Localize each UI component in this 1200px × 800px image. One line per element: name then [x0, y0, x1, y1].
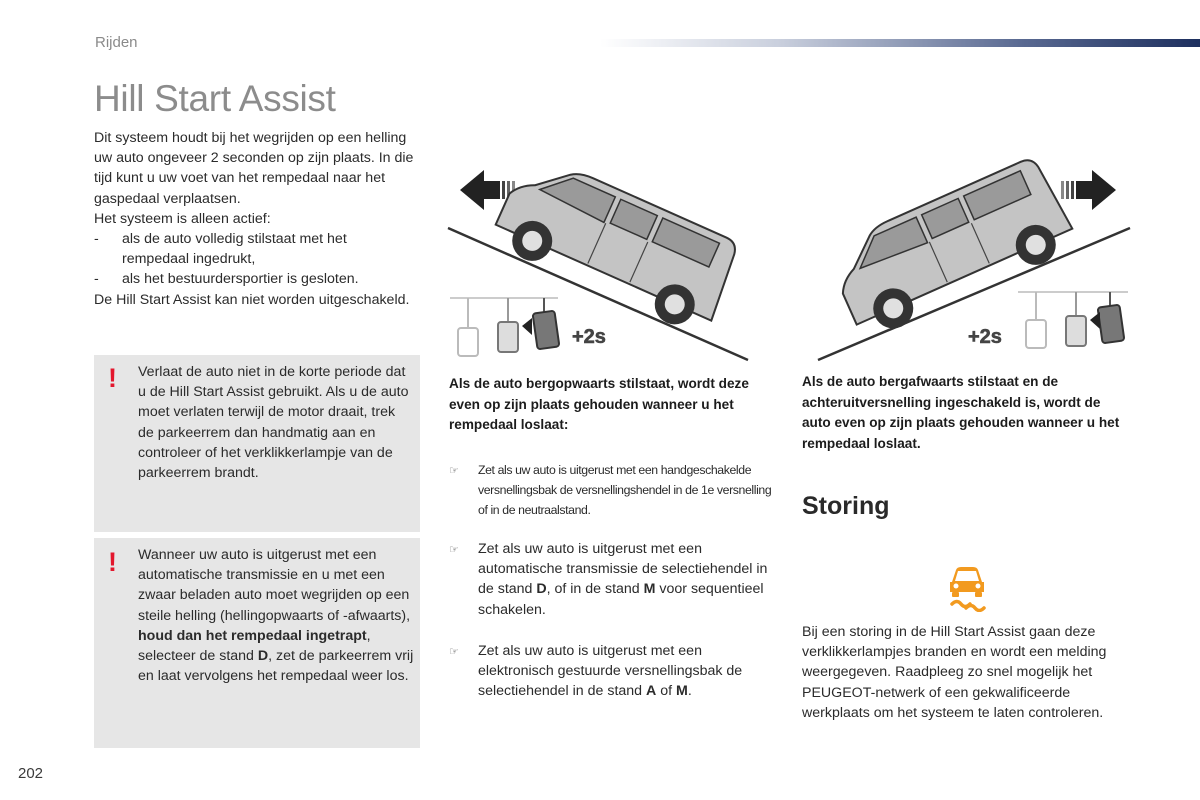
pedals-icon [450, 298, 559, 356]
warning-text: Wanneer uw auto is uitgerust met een automatische transmissie en u met een zwaar beladen auto moet wegrijden op een steile helling (hellingopwaarts of -afwaarts), houd dan het rempedaal ingetrapt, selecteer de stand D, zet de parkeerrem vrij en laat vervolgens het rempedaal weer los. [138, 547, 414, 685]
dash-marker: - [94, 271, 99, 288]
pedals-icon [1018, 292, 1128, 348]
storing-text: Bij een storing in de Hill Start Assist gaan deze verklikkerlampjes branden en wordt een melding weergegeven. Raadpleeg zo snel mogelijk het PEUGEOT-netwerk of een gekwalificeerde werkplaats om het systeem te laten controleren. [802, 624, 1107, 721]
note-electronic [449, 641, 779, 702]
warning-icon: ! [108, 363, 117, 393]
skid-warning-lamp-icon [944, 562, 990, 612]
downhill-caption: Als de auto bergafwaarts stilstaat en de achteruitversnelling ingeschakeld is, wordt de auto even op zijn plaats gehouden wanneer u het rempedaal loslaat. [802, 374, 1120, 451]
intro-text [94, 128, 414, 310]
warning-text: Verlaat de auto niet in de korte periode dat u de Hill Start Assist gebruikt. Als u de auto moet verlaten terwijl de motor draait, trek de parkeerrem dan handmatig aan en controleer of het verklikkerlampje van de parkeerrem brandt. [138, 364, 409, 482]
warning-icon: ! [108, 547, 117, 577]
downhill-illustration [798, 150, 1138, 365]
dash-marker: - [94, 231, 99, 248]
van-icon [823, 154, 1080, 343]
timer-label: +2s [968, 326, 1002, 348]
direction-arrow-icon [1061, 170, 1116, 210]
page-number: 202 [18, 765, 44, 782]
condition-text: als de auto volledig stilstaat met het rempedaal ingedrukt, [122, 231, 347, 268]
note-text: Zet als uw auto is uitgerust met een elektronisch gestuurde versnellingsbak de selectiehendel in de stand A of M. [478, 643, 743, 700]
pointing-hand-icon: ☞ [449, 646, 459, 658]
note-text: Zet als uw auto is uitgerust met een automatische transmissie de selectiehendel in de stand D, of in de stand M voor sequentieel schakelen. [478, 541, 768, 618]
condition-item [94, 269, 414, 289]
uphill-caption: Als de auto bergopwaarts stilstaat, wordt deze even op zijn plaats gehouden wanneer u het rempedaal loslaat: [449, 376, 749, 432]
uphill-illustration [440, 150, 780, 365]
intro-closing: De Hill Start Assist kan niet worden uitgeschakeld. [94, 291, 410, 308]
note-text: Zet als uw auto is uitgerust met een handgeschakelde versnellingsbak de versnellingshendel in de 1e versnelling of in de neutraalstand. [478, 463, 772, 518]
pointing-hand-icon: ☞ [449, 544, 459, 556]
storing-heading: Storing [802, 492, 890, 520]
header-bar [600, 39, 1200, 47]
pointing-hand-icon: ☞ [449, 465, 459, 477]
condition-item [94, 229, 414, 269]
condition-text: als het bestuurdersportier is gesloten. [122, 271, 359, 288]
page-title: Hill Start Assist [94, 78, 336, 119]
van-icon [488, 150, 745, 339]
warning-box [94, 355, 420, 532]
intro-condition-heading: Het systeem is alleen actief: [94, 210, 271, 227]
note-automatic [449, 539, 779, 620]
timer-label: +2s [572, 326, 606, 348]
intro-paragraph: Dit systeem houdt bij het wegrijden op een helling uw auto ongeveer 2 seconden op zijn plaats. In die tijd kunt u uw voet van het rempedaal naar het gaspedaal verplaatsen. [94, 130, 414, 207]
note-manual [449, 460, 779, 521]
section-label: Rijden [95, 34, 138, 51]
warning-box [94, 538, 420, 748]
